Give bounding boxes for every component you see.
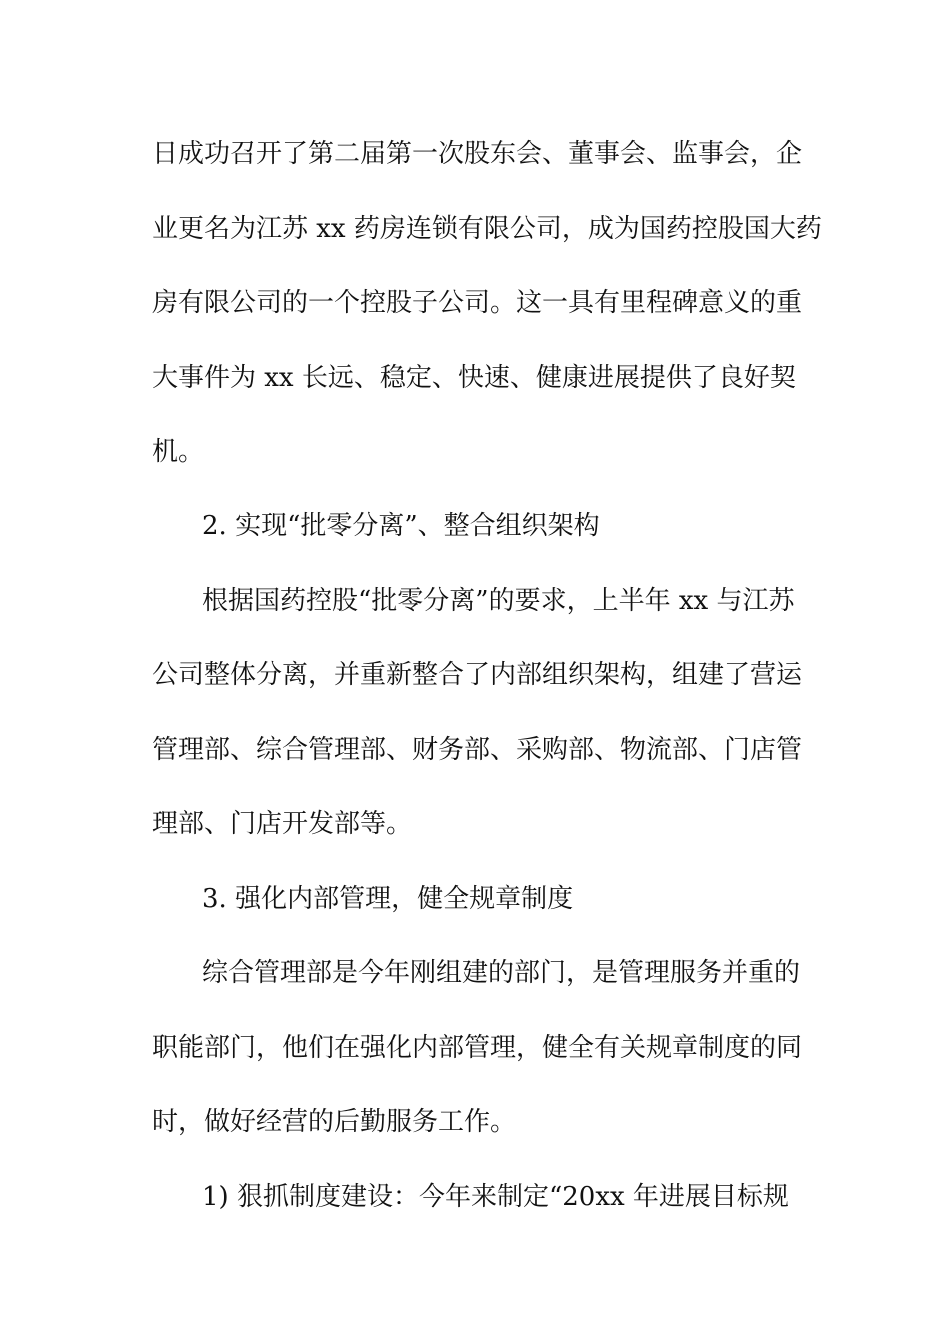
body-text-line: 业更名为江苏 xx 药房连锁有限公司，成为国药控股国大药: [152, 214, 822, 244]
body-text-line: 机。: [152, 437, 205, 467]
body-text-line: 时，做好经营的后勤服务工作。: [152, 1107, 517, 1137]
section-heading: 3. 强化内部管理，健全规章制度: [202, 884, 574, 914]
body-text-line: 职能部门，他们在强化内部管理，健全有关规章制度的同: [152, 1033, 803, 1063]
body-text-line: 大事件为 xx 长远、稳定、快速、健康进展提供了良好契: [152, 363, 796, 393]
body-text-line: 综合管理部是今年刚组建的部门，是管理服务并重的: [202, 958, 801, 988]
body-text-line: 房有限公司的一个控股子公司。这一具有里程碑意义的重: [152, 288, 803, 318]
body-text-line: 理部、门店开发部等。: [152, 809, 413, 839]
body-text-line: 日成功召开了第二届第一次股东会、董事会、监事会，企: [152, 139, 803, 169]
section-heading: 2. 实现“批零分离”、整合组织架构: [202, 511, 600, 541]
body-text-line: 公司整体分离，并重新整合了内部组织架构，组建了营运: [152, 660, 803, 690]
body-text-line: 管理部、综合管理部、财务部、采购部、物流部、门店管: [152, 735, 803, 765]
body-text-line: 根据国药控股“批零分离”的要求，上半年 xx 与江苏: [202, 586, 795, 616]
body-text-line: 1) 狠抓制度建设：今年来制定“20xx 年进展目标规: [202, 1182, 789, 1212]
